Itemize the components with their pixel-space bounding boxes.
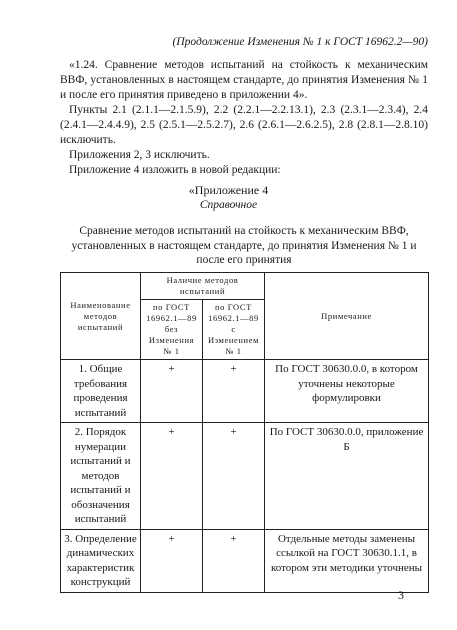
- header-method-name: Наименование методов испытаний: [61, 273, 141, 360]
- row-before-mark: +: [141, 360, 203, 423]
- table-header-row: [61, 273, 429, 300]
- paragraph-3: Приложения 2, 3 исключить.: [69, 149, 210, 161]
- running-header: (Продолжение Изменения № 1 к ГОСТ 16962.2—90): [172, 36, 428, 48]
- paragraph-1: «1.24. Сравнение методов испытаний на стойкость к механическим ВВФ, установленных в настоящем стандарте, до принятия Изменения № 1 и после его принятия приведено в приложении 4».: [60, 59, 428, 101]
- row-after-mark: +: [203, 529, 265, 592]
- row-note: Отдельные методы заменены ссылкой на ГОСТ 30630.1.1, в котором эти методики уточнены: [265, 529, 429, 592]
- row-note: По ГОСТ 30630.0.0, в котором уточнены некоторые формулировки: [265, 360, 429, 423]
- row-method-name: 3. Определение динамических характеристик конструкций: [61, 529, 141, 592]
- row-before-mark: +: [141, 423, 203, 530]
- paragraph-4: Приложение 4 изложить в новой редакции:: [69, 164, 281, 176]
- appendix-title: «Приложение 4: [188, 183, 269, 197]
- table-caption: Сравнение методов испытаний на стойкость к механическим ВВФ, установленных в настоящем стандарте, до принятия Изменения № 1 и после его принятия: [71, 225, 417, 266]
- table-row: [61, 529, 429, 592]
- row-method-name: 1. Общие требования проведения испытаний: [61, 360, 141, 423]
- row-before-mark: +: [141, 529, 203, 592]
- row-note: По ГОСТ 30630.0.0, приложение Б: [265, 423, 429, 530]
- comparison-table: [60, 272, 429, 593]
- table-row: [61, 423, 429, 530]
- row-method-name: 2. Порядок нумерации испытаний и методов испытаний и обозначения испытаний: [61, 423, 141, 530]
- header-before-change: по ГОСТ 16962.1—89 без Изменения № 1: [141, 300, 203, 360]
- appendix-subtitle: Справочное: [199, 199, 258, 211]
- paragraph-2: Пункты 2.1 (2.1.1—2.1.5.9), 2.2 (2.2.1—2.2.13.1), 2.3 (2.3.1—2.3.4), 2.4 (2.4.1—2.4.4.9), 2.5 (2.5.1—2.5.2.7), 2.6 (2.6.1—2.6.2.5), 2.8 (2.8.1—2.8.10) исключить.: [60, 104, 428, 146]
- header-note: Примечание: [265, 273, 429, 360]
- page-number: 3: [398, 588, 404, 602]
- header-presence: Наличие методов испытаний: [141, 273, 265, 300]
- row-after-mark: +: [203, 423, 265, 530]
- header-after-change: по ГОСТ 16962.1—89 с Изменением № 1: [203, 300, 265, 360]
- row-after-mark: +: [203, 360, 265, 423]
- body-text: [60, 58, 428, 178]
- table-row: [61, 360, 429, 423]
